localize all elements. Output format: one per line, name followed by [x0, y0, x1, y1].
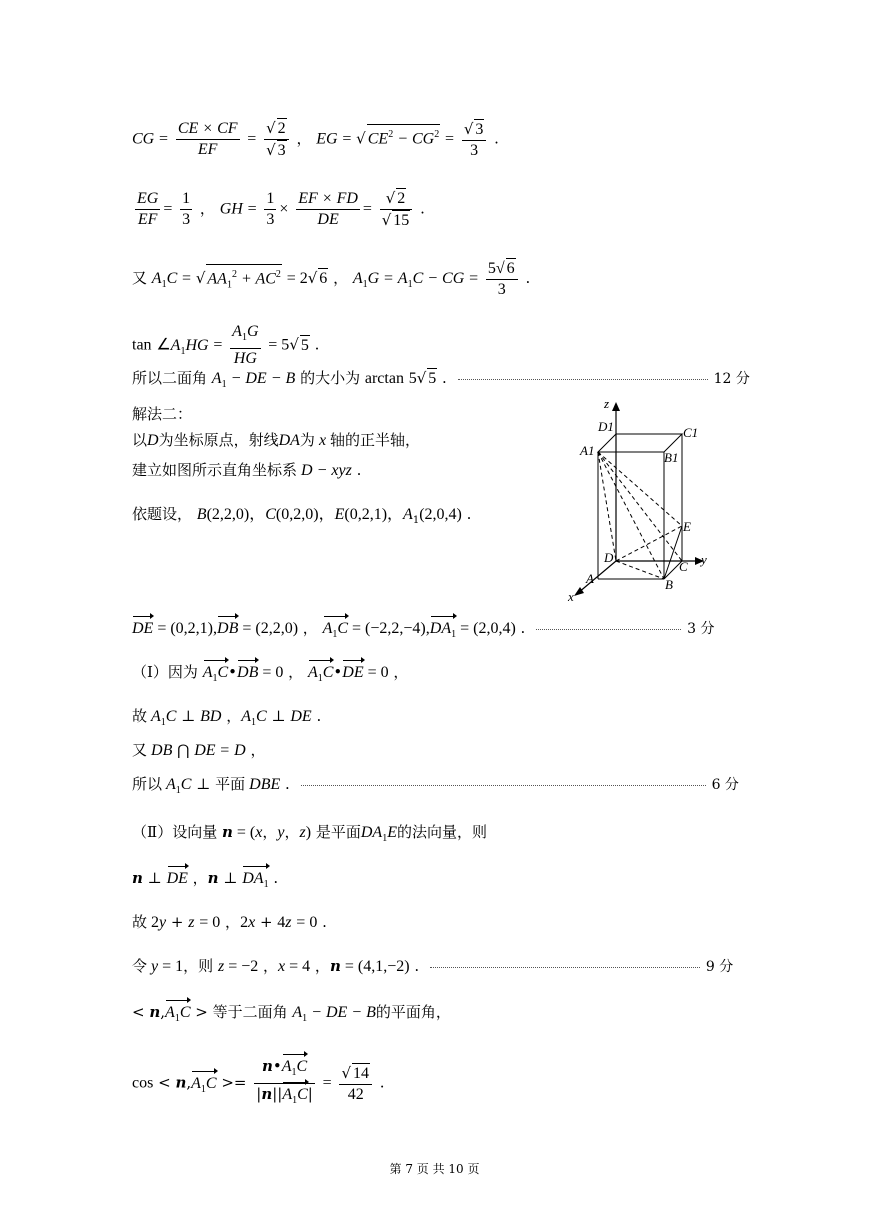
label-c: C [679, 559, 688, 574]
label-d1: D1 [598, 419, 614, 434]
label-d: D [604, 550, 614, 565]
method2-line1: 以D为坐标原点，射线DA为 x 轴的正半轴， [132, 431, 421, 449]
eq-cos: $\cos < n,A_1C$ >= $\frac{n•A_1C}{|n||A_1C|}$ = $\frac{√ 14}{42}$ . [132, 1056, 385, 1111]
label-a: A [586, 571, 594, 586]
eq-part1: （Ⅰ）因为 $A_1C•DB = 0$ ， $A_1C•DE = 0$ ， [132, 662, 408, 689]
eq-vectors: DE = (0,2,1),DB = (2,2,0) ， $A_1C = (-2,2,-4),DA_1 = (2,0,4)$ . 3 分 [132, 618, 714, 645]
conclusion-part1: 所以 $A_1C$ ⊥ 平面 DBE . 6 分 [132, 775, 739, 797]
eq-gh: $\frac{EG}{EF}$ = $\frac{1}{3}$ ， GH = $\frac{1}{3}$ × $\frac{EF \times FD}{DE}$ = $\frac{√ 2}{√ 15}$ . [137, 189, 425, 229]
page-footer: 第 7 页 共 10 页 [389, 1162, 480, 1176]
label-a1: A1 [580, 443, 595, 458]
label-c1: C1 [683, 425, 699, 440]
method2-line3: 依题设， B(2,2,0)，C(0,2,0)，E(0,2,1)，$A_1(2,0,4)$ . [132, 505, 472, 526]
eq-n-perp: n ⊥ DE ，n ⊥ $DA_1$ . [132, 868, 278, 895]
eq-system: 故 2y + z = 0 ，2x + 4z = 0 . [132, 913, 327, 931]
label-y: y [701, 552, 707, 567]
eq-part2: （Ⅱ）设向量 n = (x，y，z) 是平面$DA_1E$的法向量，则 [132, 823, 487, 845]
coordinate-cuboid-figure [562, 396, 722, 606]
label-z: z [604, 396, 610, 411]
label-b1: B1 [664, 450, 679, 465]
eq-perp: 故 $A_1C$ ⊥ BD ，$A_1C$ ⊥ DE . [132, 707, 322, 729]
eq-a1c: 又 $A_1C$ = √ $AA_1^2 + AC^2 = 2√$ 6 ， $A_1G = A_1C$ − CG = $\frac{5√ 6}{3}$ . [132, 260, 531, 298]
label-x: x [568, 589, 574, 604]
conclusion-part2: 所以二面角 $A_1$ − DE − B 的大小为 arctan 5√ 5 . 12 分 [132, 369, 750, 391]
eq-intersect: 又 DB ⋂ DE = D ， [132, 741, 266, 759]
method2-title: 解法二： [132, 405, 193, 423]
label-e: E [683, 519, 691, 534]
method2-line2: 建立如图所示直角坐标系 D − xyz . [132, 461, 362, 479]
eq-angle: < $n,A_1C$ > 等于二面角 $A_1$ − DE − B的平面角， [132, 1002, 451, 1029]
eq-cg-eg: CG = $\frac{CE \times CF}{EF}$ = $\frac{√ 2}{√ 3}$ ， EG = √ $CE^2 - CG^2$ = $\frac{√ 3}{3}$ . [132, 119, 499, 159]
eq-tan: $\tan \angle A_1HG$ = $\frac{A_1G}{HG}$ = 5√ 5 . [132, 323, 320, 368]
eq-solution: 令 y = 1，则 z = −2 ，x = 4 ，n = (4,1,−2) . 9 分 [132, 957, 734, 975]
label-b: B [665, 577, 673, 592]
